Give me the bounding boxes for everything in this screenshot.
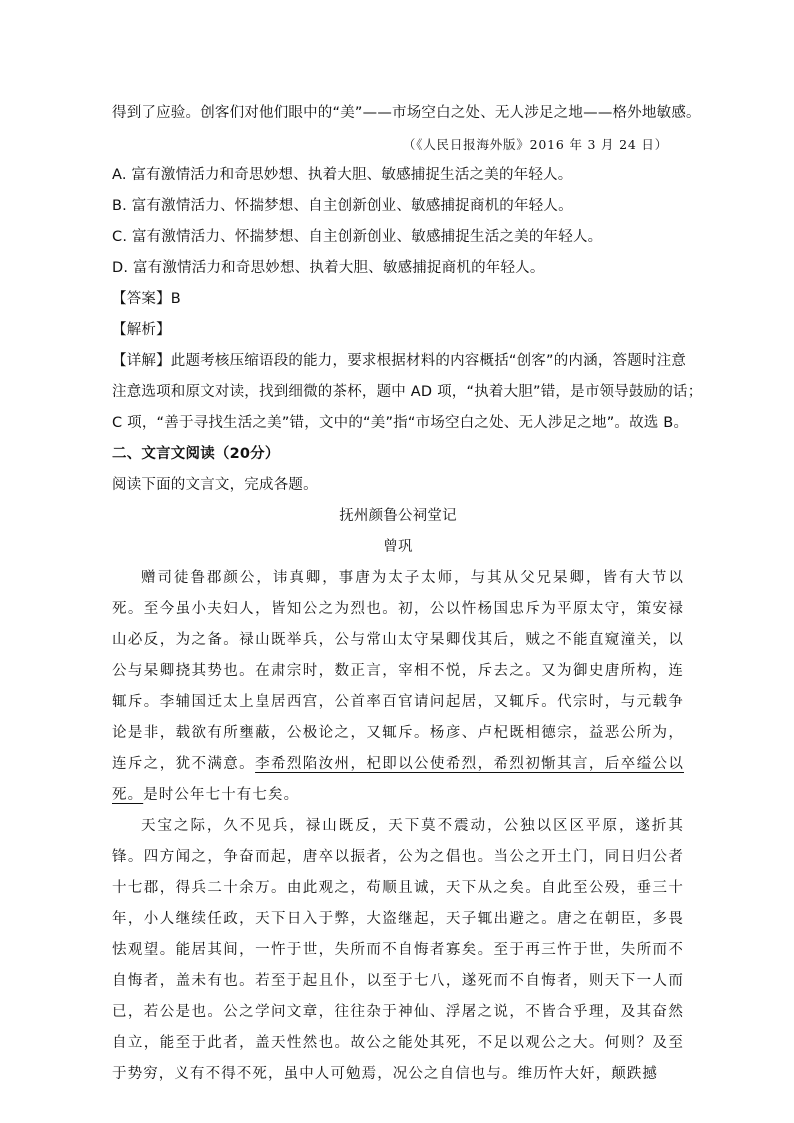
detail-line: 【详解】此题考核压缩语段的能力，要求根据材料的内容概括“创客”的内涵，答题时注意 <box>112 353 687 369</box>
paragraph-1 <box>112 563 684 811</box>
section-heading: 二、文言文阅读（20分） <box>112 446 280 462</box>
detail-line: C 项，“善于寻找生活之美”错，文中的“美”指“市场空白之处、无人涉足之地”。故选 B。 <box>112 415 689 431</box>
paragraph-1-text: 赠司徒鲁郡颜公，讳真卿，事唐为太子太师，与其从父兄杲卿，皆有大节以死。至今虽小夫妇人，皆知公之为烈也。初，公以忤杨国忠斥为平原太守，策安禄山必反，为之备。禄山既举兵，公与常山太守杲卿伐其后，贼之不能直窥潼关，以公与杲卿挠其势也。在肃宗时，数正言，宰相不悦，斥去之。又为御史唐所构，连辄斥。李辅国迁太上皇居西宫，公首率百官请问起居，又辄斥。代宗时，与元载争论是非，载欲有所壅蔽，公极论之，又辄斥。杨彦、卢杞既相德宗，益恶公所为，连斥之，犹不满意。 <box>112 570 684 772</box>
answer: 【答案】B <box>112 291 181 307</box>
passage-title: 抚州颜鲁公祠堂记 <box>339 508 457 524</box>
option-c: C. 富有激情活力、怀揣梦想、自主创新创业、敏感捕捉生活之美的年轻人。 <box>112 229 603 245</box>
detail-line: 注意选项和原文对读，找到细微的茶杯，题中 AD 项，“执着大胆”错，是市领导鼓励的话； <box>112 384 703 400</box>
option-d: D. 富有激情活力和奇思妙想、执着大胆、敏感捕捉商机的年轻人。 <box>112 260 545 276</box>
paragraph-1-end: 是时公年七十有七矣。 <box>143 787 300 803</box>
option-a: A. 富有激情活力和奇思妙想、执着大胆、敏感捕捉生活之美的年轻人。 <box>112 167 573 183</box>
option-b: B. 富有激情活力、怀揣梦想、自主创新创业、敏感捕捉商机的年轻人。 <box>112 198 573 214</box>
passage-source: （《人民日报海外版》2016 年 3 月 24 日） <box>402 137 668 152</box>
paragraph-2: 天宝之际，久不见兵，禄山既反，天下莫不震动，公独以区区平原，遂折其锋。四方闻之，争奋而起，唐卒以振者，公为之倡也。当公之开土门，同日归公者十七郡，得兵二十余万。由此观之，苟顺且诚，天下从之矣。自此至公殁，垂三十年，小人继续任政，天下日入于弊，大盗继起，天子辄出避之。唐之在朝臣，多畏怯观望。能居其间，一忤于世，失所而不自悔者寡矣。至于再三忤于世，失所而不自悔者，盖未有也。若至于起且仆，以至于七八，遂死而不自悔者，则天下一人而已，若公是也。公之学问文章，往往杂于神仙、浮屠之说，不皆合乎理，及其奋然自立，能至于此者，盖天性然也。故公之能处其死，不足以观公之大。何则？及至于势穷，义有不得不死，虽中人可勉焉，况公之自信也与。维历忤大奸，颠跌撼 <box>112 818 684 1082</box>
analysis-label: 【解析】 <box>112 322 171 338</box>
underlined-sentence: 李希烈陷汝州，杞即以公使希烈，希烈初惭其言，后卒缢公以死。 <box>112 756 684 803</box>
passage-tail: 得到了应验。创客们对他们眼中的“美”——市场空白之处、无人涉足之地——格外地敏感。 <box>112 105 701 121</box>
passage-body <box>112 563 684 1090</box>
section-instruction: 阅读下面的文言文，完成各题。 <box>112 477 318 493</box>
document-page <box>112 98 703 1090</box>
passage-author: 曾巩 <box>383 539 413 555</box>
